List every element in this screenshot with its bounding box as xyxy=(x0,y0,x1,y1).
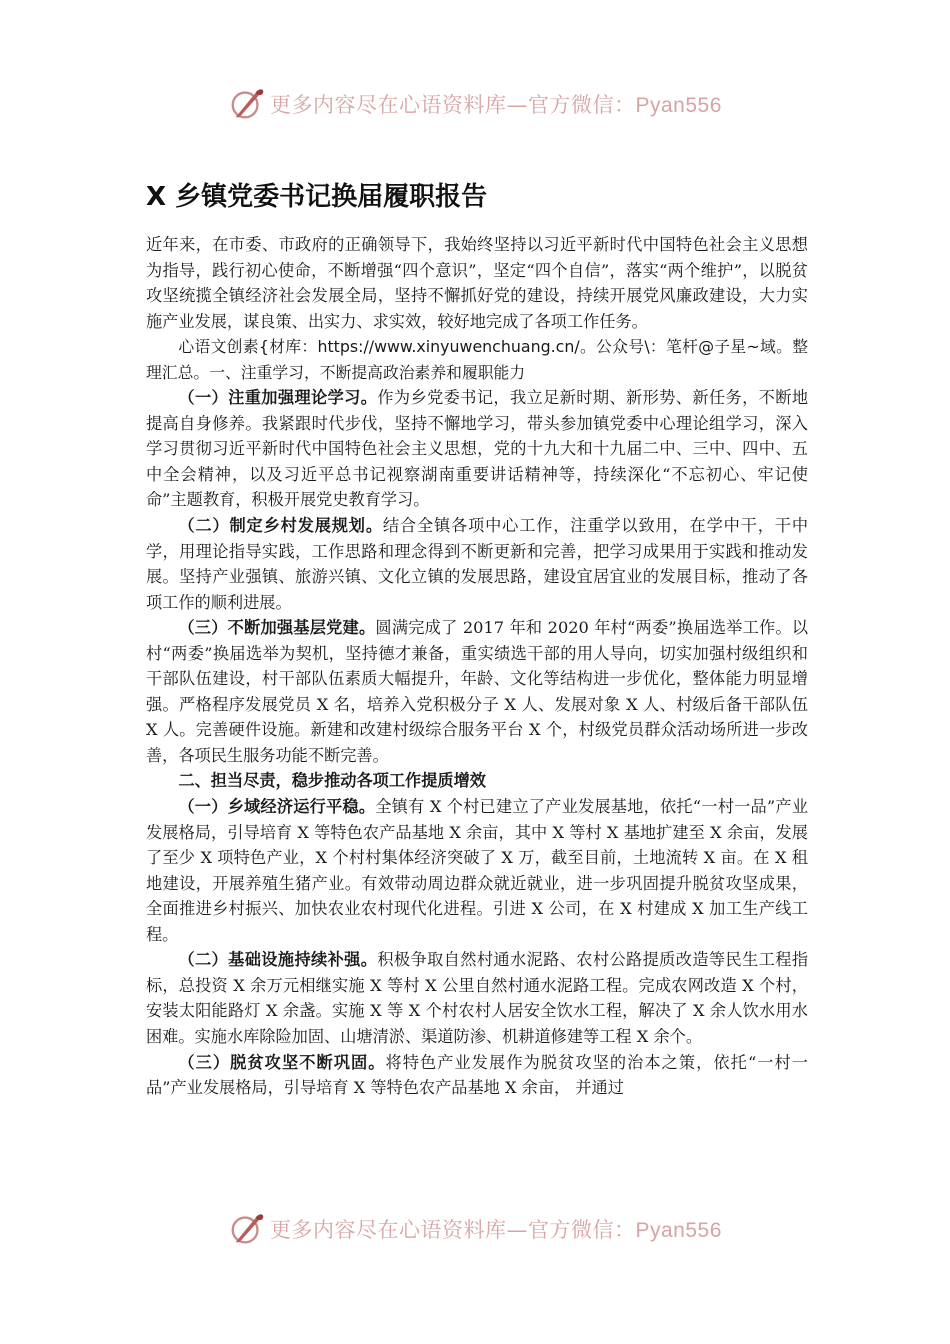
document-title: X 乡镇党委书记换届履职报告 xyxy=(146,182,488,212)
header-watermark-text xyxy=(270,89,722,119)
quill-logo-icon xyxy=(228,85,266,123)
paragraph-1-2 xyxy=(146,513,808,615)
section-2-heading xyxy=(146,768,808,794)
paragraph-text: 将特色产业发展作为脱贫攻坚的治本之策，依托“一村一品”产业发展格局，引导培育 X 等特色农产品基地 X 余亩， 并通过 xyxy=(146,1052,808,1098)
paragraph-intro xyxy=(146,232,808,334)
paragraph-text: 心语文创素{材库：https://www.xinyuwenchuang.cn/。公众号\：笔杆@子星~域。整理汇总。一、注重学习，不断提高政治素养和履职能力 xyxy=(146,337,808,382)
paragraph-text: 近年来，在市委、市政府的正确领导下，我始终坚持以习近平新时代中国特色社会主义思想为指导，践行初心使命，不断增强“四个意识”，坚定“四个自信”，落实“两个维护”，以脱贫攻坚统揽全镇经济社会发展全局，坚持不懈抓好党的建设，持续开展党风廉政建设，大力实施产业发展，谋良策、出实力、求实效，较好地完成了各项工作任务。 xyxy=(146,235,808,331)
section-heading: （二）基础设施持续补强。 xyxy=(178,950,378,970)
header-watermark-label: 更多内容尽在心语资料库—官方微信： xyxy=(270,93,636,117)
header-watermark-handle: Pyan556 xyxy=(635,94,722,117)
section-heading: （三）不断加强基层党建。 xyxy=(178,618,376,638)
paragraph-text: 作为乡党委书记，我立足新时期、新形势、新任务，不断地提高自身修养。我紧跟时代步伐，坚持不懈地学习，带头参加镇党委中心理论组学习，深入学习贯彻习近平新时代中国特色社会主义思想，党的十九大和十九届二中、三中、四中、五中全会精神，以及习近平总书记视察湖南重要讲话精神等，持续深化“不忘初心、牢记使命”主题教育，积极开展党史教育学习。 xyxy=(146,388,809,510)
footer-watermark-text xyxy=(270,1214,722,1244)
paragraph-2-1 xyxy=(146,794,808,947)
paragraph-2-2 xyxy=(146,947,808,1049)
section-heading: （一）乡域经济运行平稳。 xyxy=(178,797,376,817)
paragraph-1-1 xyxy=(146,385,808,513)
section-heading: （二）制定乡村发展规划。 xyxy=(178,516,383,536)
paragraph-text: 全镇有 X 个村已建立了产业发展基地，依托“一村一品”产业发展格局，引导培育 X 等特色农产品基地 X 余亩，其中 X 等村 X 基地扩建至 X 余亩，发展了至少 X 项特色产业，X 个村村集体经济突破了 X 万，截至目前，土地流转 X 亩。在 X 租地建设，开展养殖生猪产业。有效带动周边群众就近就业，进一步巩固提升脱贫攻坚成果，全面推进乡村振兴、加快农业农村现代化进程。引进 X 公司，在 X 村建成 X 加工生产线工程。 xyxy=(146,797,809,944)
paragraph-text: 结合全镇各项中心工作，注重学以致用，在学中干，干中学，用理论指导实践，工作思路和理念得到不断更新和完善，把学习成果用于实践和推动发展。坚持产业强镇、旅游兴镇、文化立镇的发展思路，建设宜居宜业的发展目标，推动了各项工作的顺利进展。 xyxy=(146,516,809,612)
footer-watermark-banner xyxy=(228,1209,748,1249)
paragraph-2-3 xyxy=(146,1050,808,1101)
paragraph-text: 积极争取自然村通水泥路、农村公路提质改造等民生工程指标，总投资 X 余万元相继实施 X 等村 X 公里自然村通水泥路工程。完成农网改造 X 个村，安装太阳能路灯 X 余盏。实施 X 等 X 个村农村人居安全饮水工程，解决了 X 余人饮水用水困难。实施水库除险加固、山塘清淤、渠道防渗、机耕道修建等工程 X 余个。 xyxy=(146,950,809,1046)
paragraph-text: 圆满完成了 2017 年和 2020 年村“两委”换届选举工作。以村“两委”换届选举为契机，坚持德才兼备，重实绩选干部的用人导向，切实加强村级组织和干部队伍建设，村干部队伍素质大幅提升，年龄、文化等结构进一步优化，整体能力明显增强。严格程序发展党员 X 名，培养入党积极分子 X 人、发展对象 X 人、村级后备干部队伍 X 人。完善硬件设施。新建和改建村级综合服务平台 X 个，村级党员群众活动场所进一步改善，各项民生服务功能不断完善。 xyxy=(146,618,809,765)
section-heading: 二、担当尽责，稳步推动各项工作提质增效 xyxy=(178,771,486,791)
section-heading: （三）脱贫攻坚不断巩固。 xyxy=(178,1052,386,1072)
paragraph-source-note xyxy=(146,334,808,385)
document-body xyxy=(146,232,808,1101)
quill-logo-icon xyxy=(228,1210,266,1248)
footer-watermark-label: 更多内容尽在心语资料库—官方微信： xyxy=(270,1218,636,1242)
footer-watermark-handle: Pyan556 xyxy=(635,1219,722,1242)
paragraph-1-3 xyxy=(146,615,808,768)
header-watermark-banner xyxy=(228,84,748,124)
section-heading: （一）注重加强理论学习。 xyxy=(178,388,378,408)
